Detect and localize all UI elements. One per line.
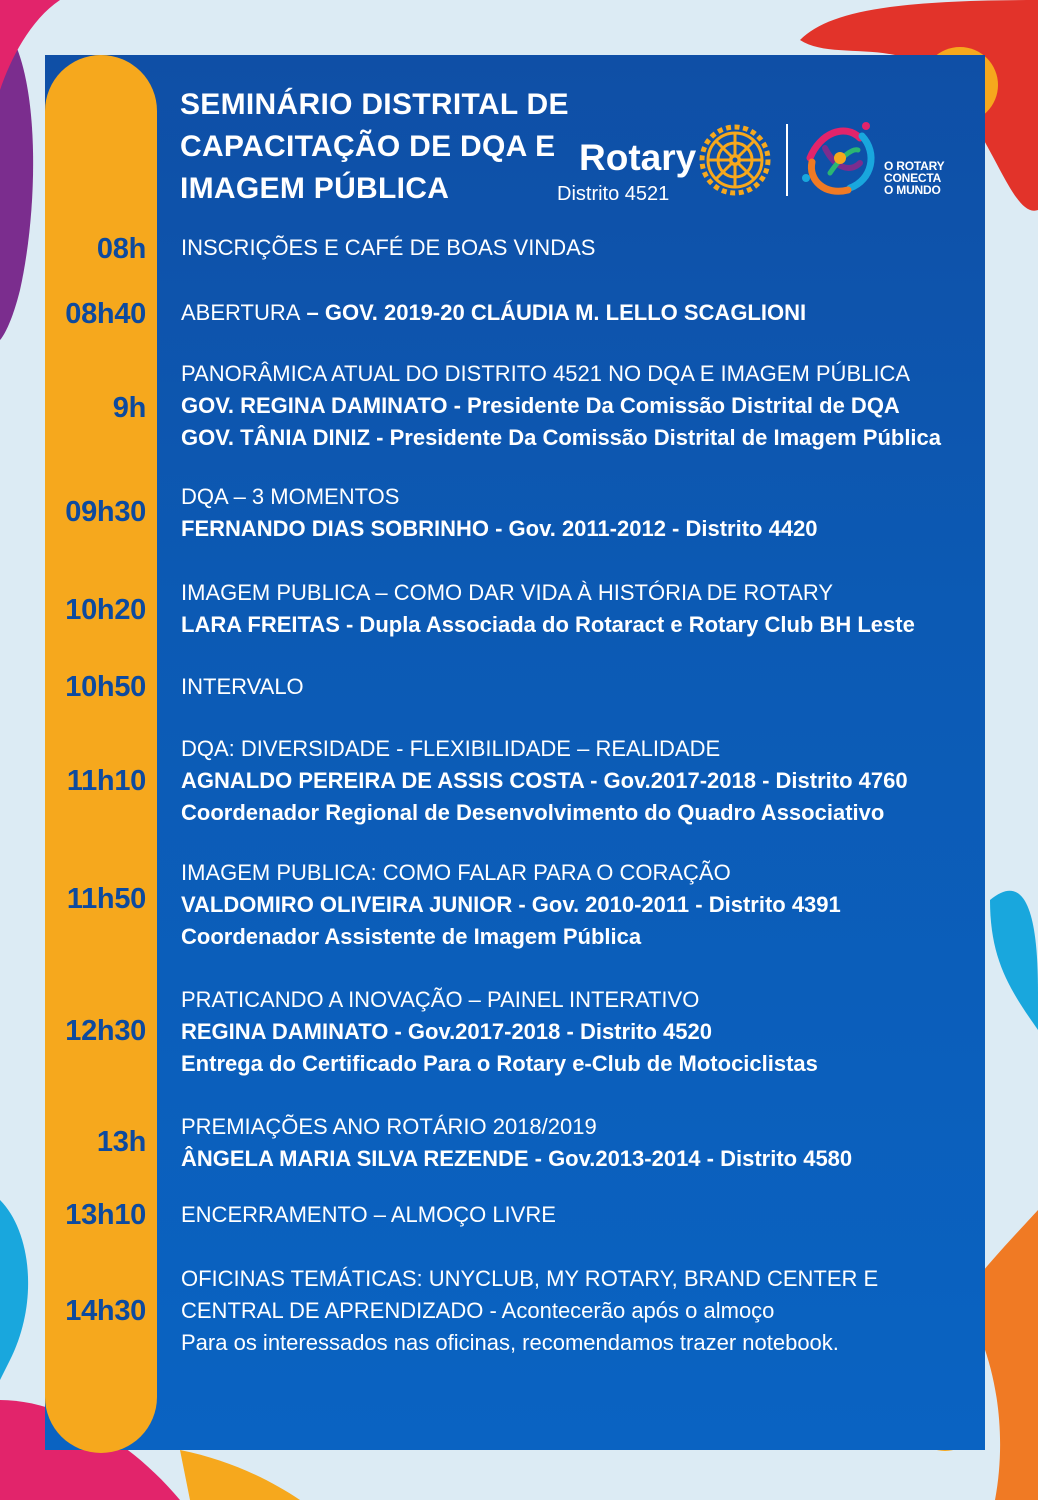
schedule-time: 09h30 [65,496,146,528]
district-label: Distrito 4521 [557,183,670,205]
rotary-wordmark: Rotary [579,137,697,178]
schedule-time: 10h50 [65,671,146,703]
schedule-time: 12h30 [65,1015,146,1047]
schedule-description: DQA – 3 MOMENTOS FERNANDO DIAS SOBRINHO - Gov. 2011-2012 - Distrito 4420 [181,484,818,541]
schedule-time: 08h [96,233,146,265]
schedule-description: INSCRIÇÕES E CAFÉ DE BOAS VINDAS [181,235,596,260]
schedule-description: OFICINAS TEMÁTICAS: UNYCLUB, MY ROTARY, BRAND CENTER E CENTRAL DE APRENDIZADO - Acontecerão após o almoço Para os interessados nas oficinas, recomendamos trazer notebook. [181,1266,879,1355]
schedule-description: ENCERRAMENTO – ALMOÇO LIVRE [181,1202,556,1227]
rotary-logo [555,128,775,208]
schedule-time: 11h50 [66,883,146,915]
schedule-description: PREMIAÇÕES ANO ROTÁRIO 2018/2019 ÂNGELA MARIA SILVA REZENDE - Gov.2013-2014 - Distrito 4580 [181,1114,853,1171]
schedule-time: 9h [112,392,146,424]
schedule-description: INTERVALO [181,674,304,699]
schedule-description: PANORÂMICA ATUAL DO DISTRITO 4521 NO DQA E IMAGEM PÚBLICA GOV. REGINA DAMINATO - Presidente Da Comissão Distrital de DQA GOV. TÂNIA DINIZ - Presidente Da Comissão Distrital de Imagem Pública [181,361,942,450]
schedule-description: IMAGEM PUBLICA – COMO DAR VIDA À HISTÓRIA DE ROTARY LARA FREITAS - Dupla Associada do Rotaract e Rotary Club BH Leste [181,580,915,637]
schedule-time: 14h30 [65,1295,146,1327]
schedule-description: DQA: DIVERSIDADE - FLEXIBILIDADE – REALIDADE AGNALDO PEREIRA DE ASSIS COSTA - Gov.2017-2018 - Distrito 4760 Coordenador Regional de Desenvolvimento do Quadro Associativo [181,736,908,825]
schedule-time: 13h10 [65,1199,146,1231]
slogan: O ROTARY CONECTA O MUNDO [884,159,945,197]
page-title: SEMINÁRIO DISTRITAL DE CAPACITAÇÃO DE DQA E IMAGEM PÚBLICA [180,88,569,205]
logo-divider [786,124,788,196]
schedule-description: ABERTURA – GOV. 2019-20 CLÁUDIA M. LELLO SCAGLIONI [181,300,807,325]
schedule-time: 10h20 [65,594,146,626]
rotary-wheel-icon [697,122,773,198]
schedule-description: PRATICANDO A INOVAÇÃO – PAINEL INTERATIVO REGINA DAMINATO - Gov.2017-2018 - Distrito 4520 Entrega do Certificado Para o Rotary e-Club de Motociclistas [181,987,818,1076]
schedule-time: 13h [96,1126,146,1158]
schedule-time: 08h40 [65,298,146,330]
schedule-description: IMAGEM PUBLICA: COMO FALAR PARA O CORAÇÃO VALDOMIRO OLIVEIRA JUNIOR - Gov. 2010-2011 - Distrito 4391 Coordenador Assistente de Imagem Pública [181,860,841,949]
schedule-time: 11h10 [66,765,146,797]
conecta-mundo-logo-icon [800,118,882,200]
